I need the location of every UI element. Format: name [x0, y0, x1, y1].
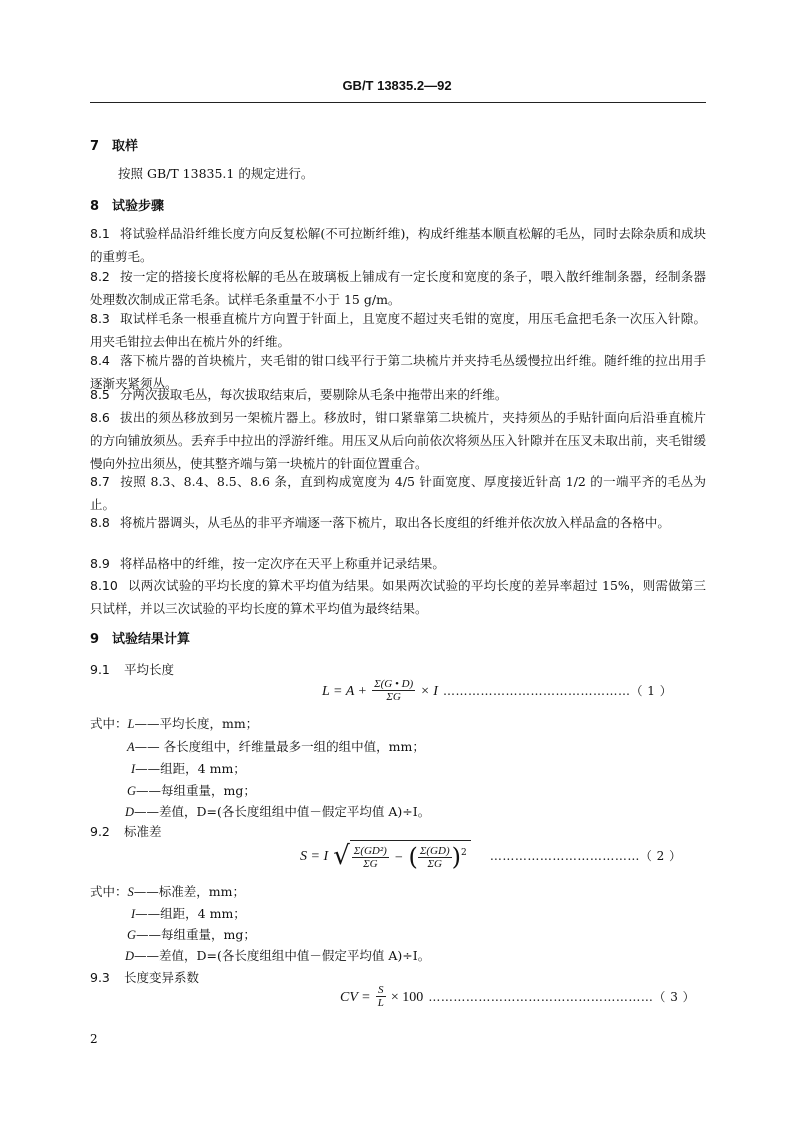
section-number: 7	[90, 139, 100, 154]
clause-text: 将试验样品沿纤维长度方向反复松解(不可拉断纤维)，构成纤维基本顺直松解的毛丛，同时去除杂质和成块的重剪毛。	[90, 226, 706, 264]
section-title: 试验结果计算	[112, 632, 191, 647]
clause-8-5	[90, 383, 706, 406]
clause-text: 拔出的须丛移放到另一架梳片器上。移放时，钳口紧靠第二块梳片，夹持须丛的手贴针面向后沿垂直梳片的方向铺放须丛。丢弃手中拉出的浮游纤维。用压叉从后向前依次将须丛压入针隙并在压叉未取出前，夹毛钳缓慢向外拉出须丛，使其整齐端与第一块梳片的针面位置重合。	[90, 410, 706, 471]
formula-lhs: S = I	[300, 849, 329, 864]
fraction-denominator: ΣG	[363, 857, 378, 870]
formula-lhs: CV =	[340, 990, 371, 1005]
formula-fraction	[376, 984, 386, 1009]
definition: ——差值，D=(各长度组组中值－假定平均值 A)÷I。	[134, 804, 431, 819]
clause-text: 落下梳片器的首块梳片，夹毛钳的钳口线平行于第二块梳片并夹持毛丛缓慢拉出纤维。随纤维的拉出用手逐渐夹紧须丛。	[90, 353, 706, 391]
section-9-heading	[90, 628, 190, 647]
definitions-lead	[90, 882, 245, 900]
page-number: 2	[90, 1032, 98, 1046]
definition-line	[127, 737, 425, 755]
definition-line	[131, 759, 246, 777]
clause-text: 以两次试验的平均长度的算术平均值为结果。如果两次试验的平均长度的差异率超过 15%，则需做第三只试样，并以三次试验的平均长度的算术平均值为最终结果。	[90, 578, 706, 616]
definition: ——每组重量，mg；	[136, 927, 256, 942]
formula-rhs: × I	[420, 684, 438, 699]
clause-8-2	[90, 265, 706, 311]
clause-number: 8.8	[90, 515, 110, 530]
symbol: G	[127, 784, 137, 798]
where-label: 式中：	[90, 716, 128, 731]
fraction-numerator: S	[376, 984, 386, 997]
clause-8-6	[90, 406, 706, 475]
clause-number: 8.2	[90, 269, 110, 284]
clause-text: 按照 8.3、8.4、8.5、8.6 条，直到构成宽度为 4/5 针面宽度、厚度接近针高 1/2 的一端平齐的毛丛为止。	[90, 474, 706, 512]
clause-8-10	[90, 574, 706, 620]
symbol: L	[127, 717, 135, 731]
definition-line	[127, 781, 256, 799]
section-number: 9	[90, 632, 100, 647]
formula-rhs: × 100	[390, 990, 424, 1005]
fraction-denominator: L	[377, 997, 384, 1009]
definition: ——每组重量，mg；	[136, 783, 256, 798]
definition: ——标准差，mm；	[133, 884, 245, 899]
fraction-denominator: ΣG	[386, 691, 401, 703]
clause-text: 取试样毛条一根垂直梳片方向置于针面上，且宽度不超过夹毛钳的宽度，用压毛盒把毛条一次压入针隙。用夹毛钳拉去伸出在梳片外的纤维。	[90, 311, 706, 349]
document-header: GB/T 13835.2—92	[342, 78, 452, 93]
clause-text: 分两次拔取毛丛，每次拔取结束后，要剔除从毛条中拖带出来的纤维。	[119, 387, 508, 402]
definition-line	[131, 904, 246, 922]
subsection-title: 标准差	[124, 824, 162, 839]
symbol: D	[125, 949, 135, 963]
exponent: 2	[461, 848, 467, 859]
subsection-number: 9.3	[90, 970, 110, 985]
definitions-lead	[90, 714, 258, 732]
where-label: 式中：	[90, 884, 128, 899]
left-paren-icon: (	[408, 843, 418, 871]
fraction-numerator: Σ(GD²)	[353, 844, 387, 857]
subsection-number: 9.2	[90, 824, 110, 839]
section-7-heading	[90, 135, 138, 154]
subsection-number: 9.1	[90, 662, 110, 677]
definition: —— 各长度组中，纤维量最多一组的组中值，mm；	[134, 739, 425, 754]
clause-number: 8.9	[90, 556, 110, 571]
section-title: 试验步骤	[112, 199, 165, 214]
formula-1	[322, 678, 672, 703]
sqrt-icon: √	[333, 840, 350, 871]
symbol: S	[127, 885, 134, 899]
symbol: G	[127, 928, 137, 942]
clause-number: 8.4	[90, 353, 110, 368]
clause-text: 将样品格中的纤维，按一定次序在天平上称重并记录结果。	[119, 556, 445, 571]
subsection-title: 平均长度	[124, 662, 175, 677]
definition: ——平均长度，mm；	[134, 716, 259, 731]
fraction-denominator: ΣG	[427, 857, 442, 870]
symbol: A	[127, 740, 135, 754]
clause-number: 8.10	[90, 578, 118, 593]
clause-number: 8.5	[90, 387, 110, 402]
clause-text: 按一定的搭接长度将松解的毛丛在玻璃板上铺成有一定长度和宽度的条子，喂入散纤维制条器，经制条器处理数次制成正常毛条。试样毛条重量不小于 15 g/m。	[90, 269, 706, 307]
clause-number: 8.6	[90, 410, 110, 425]
right-paren-icon: )	[451, 843, 461, 871]
definition-line	[125, 946, 430, 964]
clause-text: 将梳片器调头，从毛丛的非平齐端逐一落下梳片，取出各长度组的纤维并依次放入样品盒的各格中。	[119, 515, 670, 530]
formula-fraction	[352, 845, 389, 870]
definition: ——组距，4 mm；	[135, 761, 246, 776]
formula-2	[300, 840, 682, 871]
symbol: I	[131, 762, 136, 776]
sqrt-radicand	[350, 840, 471, 871]
subsection-9-3	[90, 968, 199, 986]
subsection-9-2	[90, 822, 162, 840]
formula-fraction	[372, 678, 415, 703]
clause-8-3	[90, 307, 706, 353]
definition-line	[127, 925, 256, 943]
equation-number: ………………………………………（ 1 ）	[442, 684, 673, 698]
section-7-text: 按照 GB/T 13835.1 的规定进行。	[118, 166, 314, 181]
fraction-numerator: Σ(GD)	[419, 844, 450, 857]
subsection-title: 长度变异系数	[124, 970, 200, 985]
definition: ——差值，D=(各长度组组中值－假定平均值 A)÷I。	[134, 948, 431, 963]
clause-number: 8.1	[90, 226, 110, 241]
equation-number: ………………………………………………（ 3 ）	[428, 990, 696, 1004]
definition-line	[125, 802, 430, 820]
section-title: 取样	[112, 139, 139, 154]
formula-3	[340, 984, 695, 1009]
clause-8-9	[90, 552, 706, 575]
definition: ——组距，4 mm；	[135, 906, 246, 921]
section-8-heading	[90, 195, 164, 214]
clause-number: 8.3	[90, 311, 110, 326]
clause-8-7	[90, 470, 706, 516]
header-rule	[90, 102, 706, 103]
minus-sign: −	[393, 850, 404, 866]
clause-8-1	[90, 222, 706, 268]
symbol: D	[125, 805, 135, 819]
section-number: 8	[90, 199, 100, 214]
clause-8-8	[90, 511, 706, 534]
fraction-numerator: Σ(G • D)	[374, 678, 414, 690]
formula-lhs: L = A +	[322, 684, 367, 699]
symbol: I	[131, 907, 136, 921]
equation-number: ………………………………（ 2 ）	[489, 849, 682, 863]
subsection-9-1	[90, 660, 174, 678]
clause-number: 8.7	[90, 474, 110, 489]
formula-fraction	[418, 845, 452, 870]
